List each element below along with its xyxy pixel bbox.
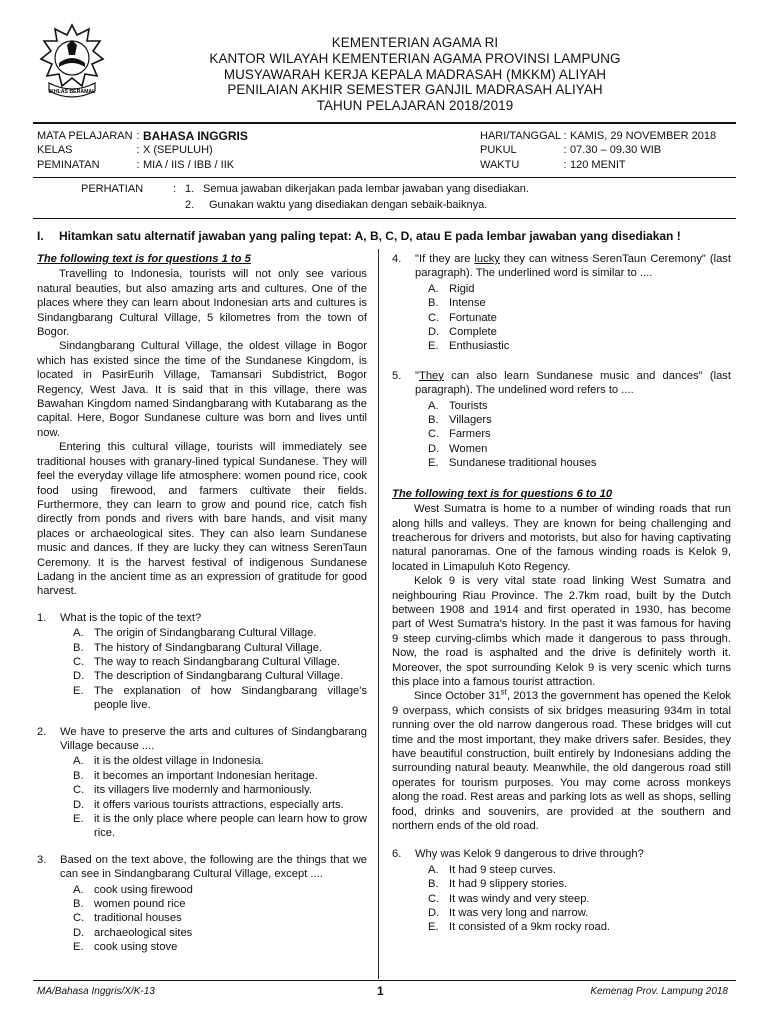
info-value: X (SEPULUH) — [143, 144, 213, 157]
info-label: PUKUL — [480, 144, 517, 157]
info-value: KAMIS, 29 NOVEMBER 2018 — [570, 130, 717, 142]
header-line: KEMENTERIAN AGAMA RI — [331, 35, 499, 50]
option: D. It was very long and narrow. — [428, 907, 589, 920]
option: B. It had 9 slippery stories. — [428, 878, 568, 891]
question-1 — [37, 611, 367, 713]
option: A. cook using firewood — [73, 883, 193, 896]
option: C. It was windy and very steep. — [428, 892, 590, 905]
info-label: WAKTU — [480, 158, 520, 171]
option: C. The way to reach Sindangbarang Cultural Village. — [73, 655, 341, 668]
option: B. Villagers — [428, 414, 492, 427]
header-line: KANTOR WILAYAH KEMENTERIAN AGAMA PROVINSI LAMPUNG — [209, 50, 621, 66]
instruction-number: 2. — [185, 198, 195, 211]
question-number: 6. — [392, 848, 402, 861]
section-heading — [37, 229, 681, 243]
option: D. Women — [428, 442, 488, 455]
question-stem: "If they are lucky they can witness SerenTaun Ceremony" (last paragraph). The underlined word is similar to .... — [415, 253, 732, 280]
info-value: 120 MENIT — [570, 158, 626, 171]
reading-paragraph: Entering this cultural village, tourists will immediately see traditional houses with granary-lined typical Sundanese. They will feel the everyday village life atmosphere: women pound rice, cook food using firewood, and farmers cultivate their fields. Furthermore, they can learn to grow and pound rice, catch fish directly from ponds and rivers with bare hands, and visit many places or archaeological sites. They can also learn Sundanese music and dances. If they are lucky they can witness SerenTaun Ceremony. It is the harvest festival of indigenous Sundanese Ladang in the ancient time as an expression of gratitude for good harvest. — [37, 441, 367, 598]
question-stem: "They can also learn Sundanese music and dances" (last paragraph). The undelined word refers to .... — [415, 369, 731, 397]
option: D. The description of Sindangbarang Cultural Village. — [73, 670, 344, 683]
instructions-rule — [33, 218, 736, 219]
option: E. cook using stove — [73, 941, 178, 954]
underlined-word: lucky — [474, 253, 500, 265]
info-row-date: HARI/TANGGAL : KAMIS, 29 NOVEMBER 2018 — [480, 130, 717, 142]
option: C. Fortunate — [428, 311, 497, 324]
question-number: 5. — [392, 369, 402, 382]
option: A. Tourists — [428, 399, 488, 412]
underlined-word: They — [418, 369, 444, 382]
info-row-subject: MATA PELAJARAN : BAHASA INGGRIS — [37, 129, 248, 143]
option: C. Farmers — [428, 428, 491, 441]
info-value: MIA / IIS / IBB / IIK — [143, 158, 235, 171]
question-2 — [37, 725, 367, 841]
info-row-time: PUKUL : 07.30 – 09.30 WIB — [480, 144, 662, 157]
option: B. it becomes an important Indonesian heritage. — [73, 769, 318, 782]
instructions: PERHATIAN : 1. Semua jawaban dikerjakan pada lembar jawaban yang disediakan. 2. Gunakan waktu yang disediakan dengan sebaik-baiknya. — [81, 182, 529, 213]
info-row-class: KELAS : X (SEPULUH) — [37, 144, 213, 157]
exam-info-left — [37, 129, 248, 172]
header-line: TAHUN PELAJARAN 2018/2019 — [316, 98, 514, 114]
exam-info-right — [480, 129, 716, 172]
question-number: 3. — [37, 853, 47, 866]
reading-paragraph: Travelling to Indonesia, tourists will not only see various natural beauties, but also amazing arts and cultures. One of the places where they can learn about Indonesian arts and cultures is Sindangbarang Cultural Village, 5 kilometres from the town of Bogor. — [37, 268, 367, 339]
option: E. it is the only place where people can learn how to grow rice. — [73, 813, 367, 840]
option: A. it is the oldest village in Indonesia. — [73, 755, 264, 768]
kemenag-logo — [37, 23, 107, 106]
question-number: 2. — [37, 725, 47, 738]
option: E. It consisted of a 9km rocky road. — [428, 921, 611, 934]
info-label: MATA PELAJARAN — [37, 130, 133, 142]
footer-left: MA/Bahasa Inggris/X/K-13 — [37, 986, 155, 997]
option: D. Complete — [428, 326, 497, 339]
option: A. The origin of Sindangbarang Cultural Village. — [73, 627, 317, 640]
info-value: BAHASA INGGRIS — [143, 129, 248, 143]
option: A. Rigid — [428, 282, 475, 295]
info-row-major: PEMINATAN : MIA / IIS / IBB / IIK — [37, 158, 235, 171]
option: C. its villagers live modernly and harmoniously. — [73, 784, 313, 797]
header-title-block — [130, 35, 700, 114]
option: B. Intense — [428, 297, 486, 310]
question-stem: Why was Kelok 9 dangerous to drive through? — [415, 848, 644, 861]
logo-motto: IKHLAS BERAMAL — [48, 89, 96, 95]
option: D. it offers various tourists attractions, especially arts. — [73, 798, 344, 811]
reading-paragraph: West Sumatra is home to a number of winding roads that run along hills and valleys. They are known for being challenging and treacherous for drivers and motorists, but also for having captivating natural panoramas. One of the famous winding roads is Kelok 9, located in Limapuluh Koto Regency. — [392, 503, 731, 573]
reading-paragraph: Since October 31st, 2013 the government has opened the Kelok 9 overpass, which consists of six bridges measuring 934m in total running over the old narrow dangerous road. These bridges will cut time and the most important, they make drivers safer. Besides, they have beautiful construction, built entirely by Indonesians adding the surrounding natural beauty. Meanwhile, the old dangerous road still operates for tourism purposes. You may come across monkeys along the road. Rest areas and parking lots as well as shops, selling food, drinks and souvenirs, are provided at the southern and northern ends of the old road. — [392, 687, 731, 833]
header-line: PENILAIAN AKHIR SEMESTER GANJIL MADRASAH ALIYAH — [227, 82, 603, 98]
info-rule — [33, 177, 736, 178]
question-4 — [392, 252, 731, 354]
option: A. It had 9 steep curves. — [428, 863, 556, 876]
info-label: PEMINATAN — [37, 158, 100, 171]
section-text: Hitamkan satu alternatif jawaban yang paling tepat: A, B, C, D, atau E pada lembar jawaban yang disediakan ! — [59, 229, 681, 243]
question-stem: We have to preserve the arts and cultures of Sindangbarang Village because .... — [60, 725, 367, 752]
instruction-text: Semua jawaban dikerjakan pada lembar jawaban yang disediakan. — [203, 183, 529, 195]
column-divider — [378, 249, 379, 979]
instructions-label: PERHATIAN — [81, 183, 144, 195]
section-number: I. — [37, 229, 44, 243]
reading-title: The following text is for questions 1 to 5 — [37, 253, 251, 265]
option: B. women pound rice — [73, 898, 186, 911]
info-label: KELAS — [37, 144, 73, 157]
option: C. traditional houses — [73, 912, 182, 925]
footer-right: Kemenag Prov. Lampung 2018 — [590, 986, 728, 997]
question-number: 1. — [37, 611, 47, 624]
question-3 — [37, 853, 367, 955]
option: E. Enthusiastic — [428, 340, 510, 353]
header-line: MUSYAWARAH KERJA KEPALA MADRASAH (MKKM) ALIYAH — [223, 66, 607, 82]
instruction-number: 1. — [185, 183, 195, 195]
page-number: 1 — [377, 984, 384, 998]
reading-paragraph: Kelok 9 is very vital state road linking West Sumatra and neighbouring Riau Province. The 2.7km road, built by the Dutch between 1908 and 1914 and first operated in 1930, has become part of West Sumatra's history. In the past it was famous for having 9 steep curving-climbs which made it dangerous to pass through. Now, the road is asphalted and the drive is definitely worth it. Moreover, the spot surrounding Kelok 9 is very scenic which turns this place into a famous tourist attraction. — [392, 575, 731, 688]
question-number: 4. — [392, 253, 402, 265]
info-value: 07.30 – 09.30 WIB — [570, 144, 662, 157]
option: E. The explanation of how Sindangbarang village's people live. — [73, 684, 367, 712]
left-column — [37, 252, 367, 955]
option: D. archaeological sites — [73, 926, 193, 939]
info-label: HARI/TANGGAL — [480, 130, 562, 142]
option: B. The history of Sindangbarang Cultural Village. — [73, 641, 323, 654]
question-5 — [392, 369, 731, 471]
instruction-text: Gunakan waktu yang disediakan dengan sebaik-baiknya. — [209, 198, 488, 211]
question-6 — [392, 847, 731, 934]
right-column — [392, 252, 731, 935]
reading-paragraph: Sindangbarang Cultural Village, the oldest village in Bogor which has existed since the time of the Sundanese Kingdom, is located in PasirEurih Village, Tamansari Subdistrict, Bogor Regency, West Java. It is said that in this village, there was Bawahan Kingdom named Sindangbarang with Kutabarang as the capital. Here, Bogor Sundanese culture was born and lives until now. — [37, 340, 367, 439]
option: E. Sundanese traditional houses — [428, 457, 597, 470]
reading-title: The following text is for questions 6 to 10 — [392, 487, 613, 500]
info-row-duration: WAKTU : 120 MENIT — [480, 158, 626, 171]
header-rule — [33, 122, 736, 124]
question-stem: What is the topic of the text? — [60, 611, 202, 624]
footer-rule — [33, 980, 736, 981]
question-stem: Based on the text above, the following are the things that we can see in Sindangbarang Cultural Village, except .... — [60, 853, 367, 881]
